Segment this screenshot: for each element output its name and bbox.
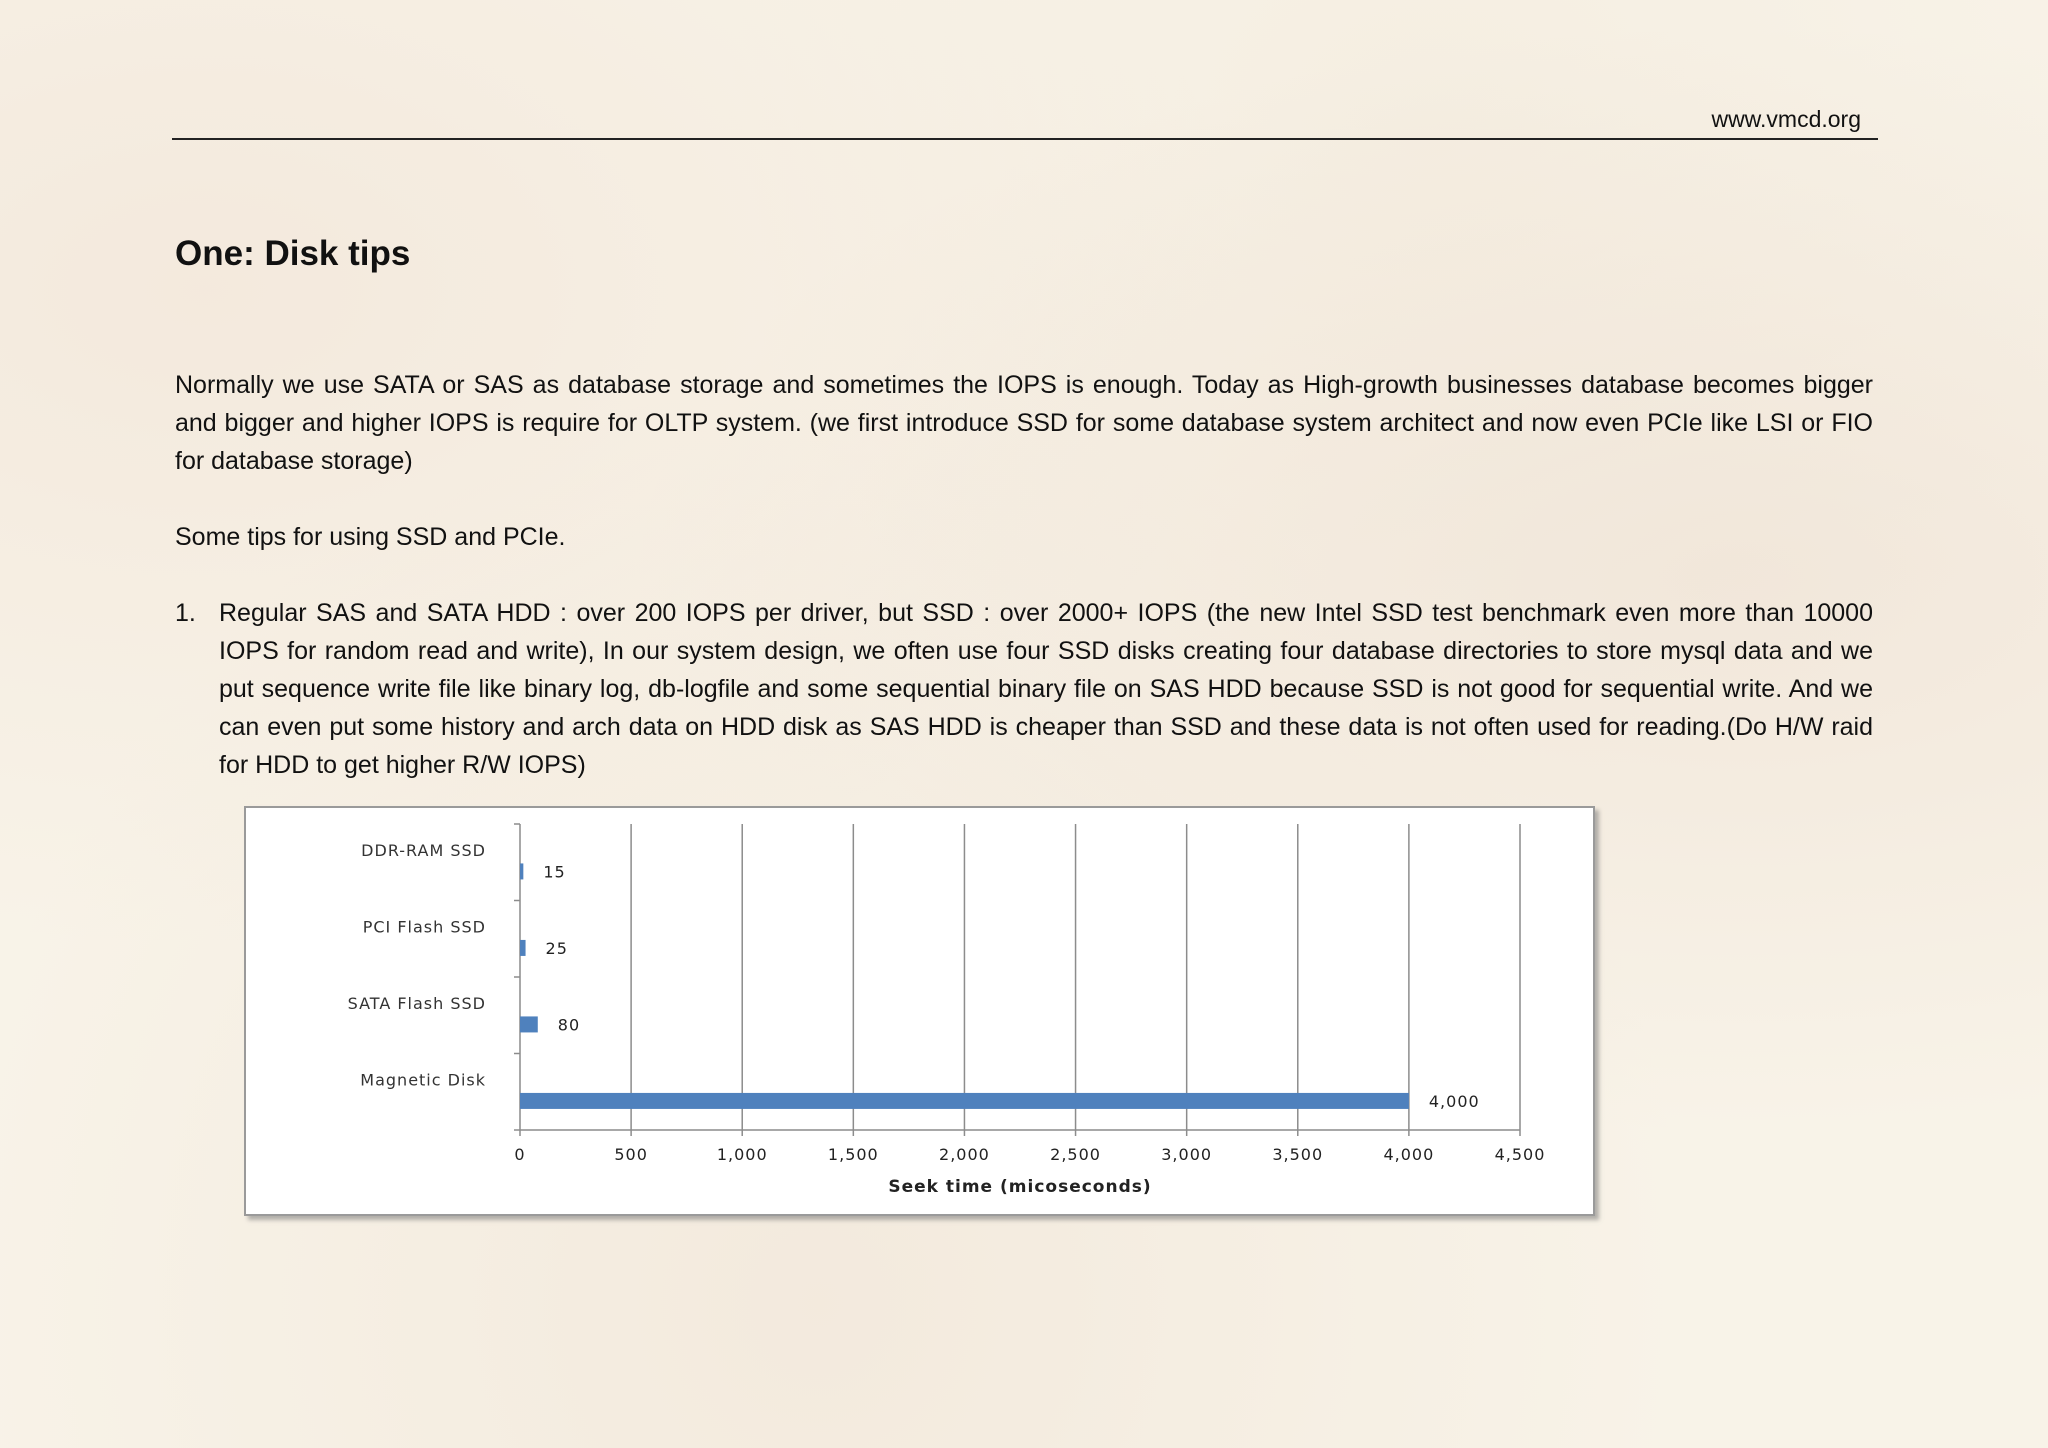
x-tick-label: 3,500: [1272, 1145, 1324, 1164]
value-label: 15: [543, 862, 566, 882]
x-tick-label: 1,500: [827, 1145, 879, 1164]
x-tick-label: 500: [614, 1145, 648, 1164]
value-label: 25: [545, 938, 568, 958]
list-item-text: Regular SAS and SATA HDD : over 200 IOPS per driver, but SSD : over 2000+ IOPS (the new Intel SSD test benchmark even more than 10000 IOPS for random read and write), In our system design, we often use four SSD disks creating four database directories to store mysql data and we put sequence write file like binary log, db-logfile and some sequential binary file on SAS HDD because SSD is not good for sequential write. And we can even put some history and arch data on HDD disk as SAS HDD is cheaper than SSD and these data is not often used for reading.(Do H/W raid for HDD to get higher R/W IOPS): [219, 599, 1873, 779]
x-tick-label: 4,000: [1383, 1145, 1435, 1164]
x-tick-label: 3,000: [1161, 1145, 1213, 1164]
category-label: SATA Flash SSD: [347, 994, 486, 1014]
seek-time-chart-svg: [246, 808, 1593, 1214]
tips-intro-paragraph: Some tips for using SSD and PCIe.: [175, 523, 566, 551]
bar-1: [520, 940, 526, 956]
value-label: 4,000: [1428, 1091, 1480, 1111]
x-tick-label: 2,500: [1050, 1145, 1101, 1164]
bar-2: [520, 1016, 538, 1032]
category-label: Magnetic Disk: [360, 1070, 486, 1090]
seek-time-chart: [244, 806, 1595, 1216]
x-tick-label: 4,500: [1494, 1145, 1546, 1164]
category-label: DDR-RAM SSD: [361, 841, 486, 861]
header-url: www.vmcd.org: [1711, 106, 1861, 132]
value-label: 80: [557, 1015, 581, 1035]
category-label: PCI Flash SSD: [362, 917, 486, 937]
x-tick-label: 0: [514, 1145, 526, 1164]
bar-3: [520, 1093, 1409, 1109]
bar-0: [520, 863, 523, 879]
section-title: One: Disk tips: [175, 234, 411, 273]
list-item-number: 1.: [175, 599, 196, 627]
x-tick-label: 1,000: [716, 1145, 768, 1164]
list-item: [175, 594, 1873, 784]
header-rule: [172, 138, 1878, 140]
x-tick-label: 2,000: [939, 1145, 990, 1164]
x-axis-title: Seek time (micoseconds): [888, 1177, 1152, 1197]
intro-paragraph: Normally we use SATA or SAS as database storage and sometimes the IOPS is enough. Today as High-growth businesses database becomes bigger and bigger and higher IOPS is require for OLTP system. (we first introduce SSD for some database system architect and now even PCIe like LSI or FIO for database storage): [175, 371, 1873, 475]
